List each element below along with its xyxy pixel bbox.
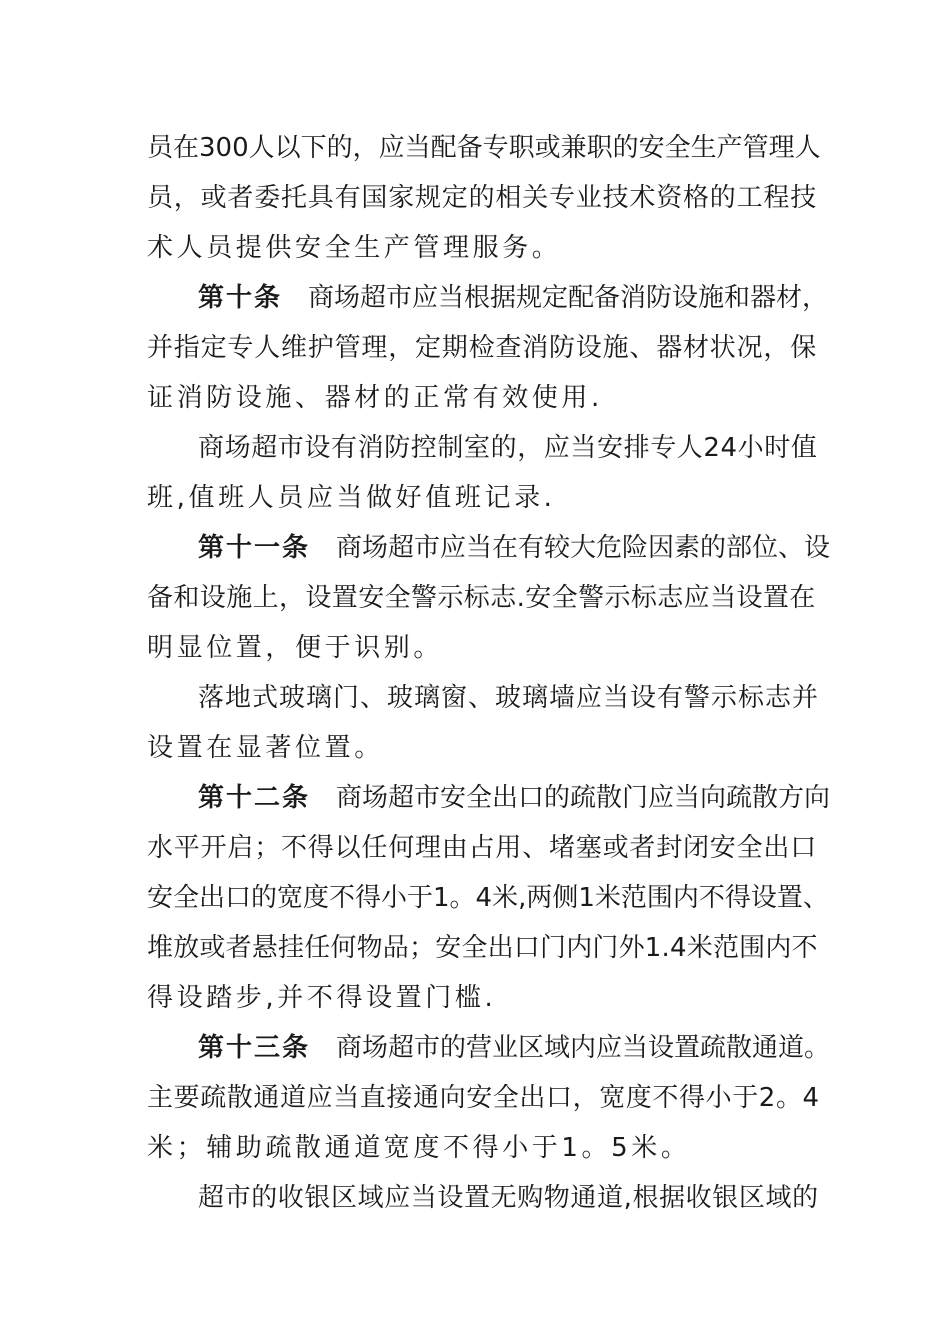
text-run: 商场超市的营业区域内应当设置疏散通道。 xyxy=(336,1033,831,1063)
text-line: 明显位置，便于识别。 xyxy=(147,633,444,663)
text-line: 证消防设施、器材的正常有效使用. xyxy=(147,383,603,413)
text-run: 商场超市安全出口的疏散门应当向疏散方向 xyxy=(336,783,831,813)
article-heading: 第十条 xyxy=(198,283,283,313)
text-line: 员，或者委托具有国家规定的相关专业技术资格的工程技 xyxy=(147,183,818,213)
article-heading: 第十二条 xyxy=(198,783,311,813)
paragraph-first-line: 超市的收银区域应当设置无购物通道,根据收银区域的 xyxy=(198,1183,819,1213)
article-heading: 第十三条 xyxy=(198,1033,311,1063)
text-line: 班,值班人员应当做好值班记录. xyxy=(147,483,556,513)
text-run: 商场超市应当根据规定配备消防设施和器材， xyxy=(308,283,829,313)
text-run: 商场超市应当在有较大危险因素的部位、设 xyxy=(336,533,831,563)
text-line: 并指定专人维护管理，定期检查消防设施、器材状况，保 xyxy=(147,333,818,363)
text-line: 堆放或者悬挂任何物品；安全出口门内门外1.4米范围内不 xyxy=(147,933,818,963)
paragraph-first-line xyxy=(198,528,830,568)
paragraph-first-line: 商场超市设有消防控制室的，应当安排专人24小时值 xyxy=(198,433,818,463)
paragraph-first-line xyxy=(198,278,828,318)
text-line: 安全出口的宽度不得小于1。4米,两侧1米范围内不得设置、 xyxy=(147,883,829,913)
text-line: 术人员提供安全生产管理服务。 xyxy=(147,233,562,263)
text-line: 员在300人以下的，应当配备专职或兼职的安全生产管理人 xyxy=(147,133,821,163)
text-line: 设置在显著位置。 xyxy=(147,733,384,763)
article-heading: 第十一条 xyxy=(198,533,311,563)
paragraph-first-line xyxy=(198,1028,830,1068)
text-line: 得设踏步,并不得设置门槛. xyxy=(147,983,497,1013)
text-line: 备和设施上，设置安全警示标志.安全警示标志应当设置在 xyxy=(147,583,816,613)
paragraph-first-line: 落地式玻璃门、玻璃窗、玻璃墙应当设有警示标志并 xyxy=(198,683,820,713)
text-line: 水平开启；不得以任何理由占用、堵塞或者封闭安全出口 xyxy=(147,833,818,863)
paragraph-first-line xyxy=(198,778,830,818)
text-line: 主要疏散通道应当直接通向安全出口，宽度不得小于2。4 xyxy=(147,1083,820,1113)
text-line: 米；辅助疏散通道宽度不得小于1。5米。 xyxy=(147,1133,691,1163)
